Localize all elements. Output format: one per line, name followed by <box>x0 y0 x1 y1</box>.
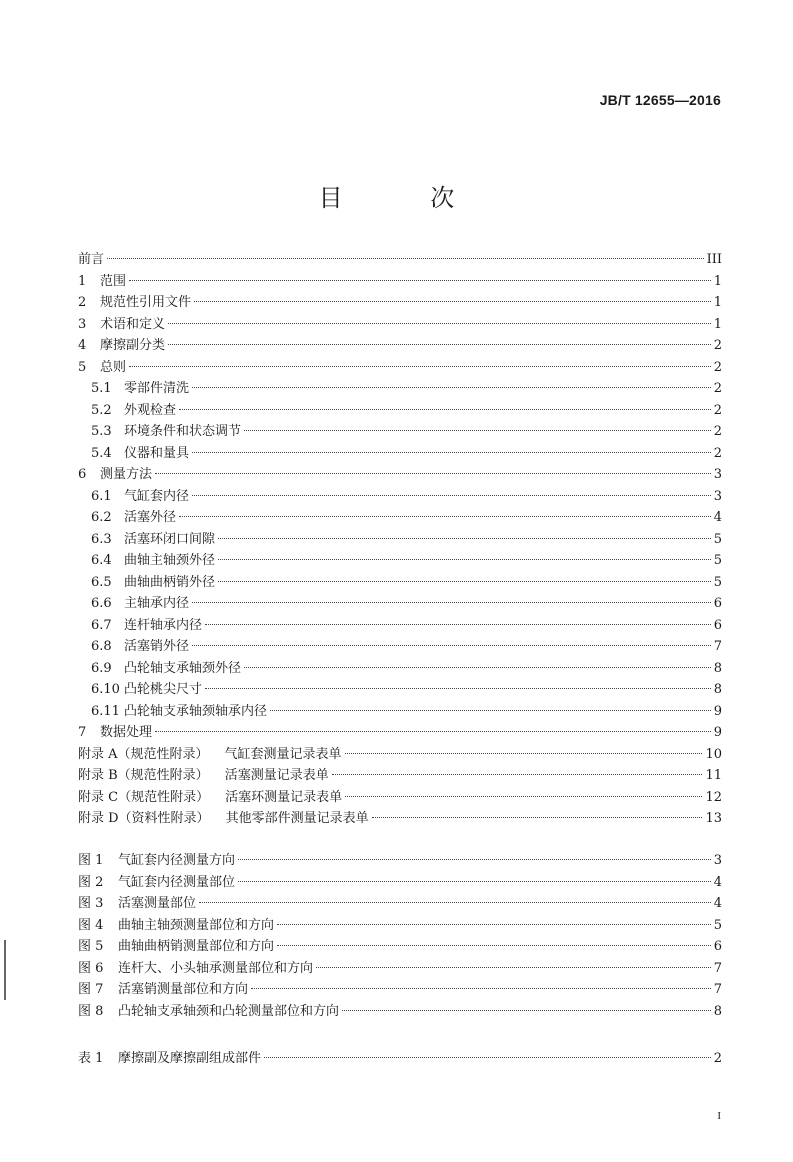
toc-entry-title: 曲轴曲柄销外径 <box>124 574 216 590</box>
dot-leader <box>238 859 711 860</box>
dot-leader <box>218 581 711 582</box>
dot-leader <box>277 924 711 925</box>
dot-leader <box>372 817 703 818</box>
toc-entry-number: 6.8 <box>91 639 112 654</box>
toc-entry-number: 图 8 <box>78 1003 104 1019</box>
toc-entry-title: 凸轮轴支承轴颈轴承内径 <box>124 703 268 719</box>
dot-leader <box>192 387 711 388</box>
toc-entry-page: 6 <box>713 596 722 611</box>
dot-leader <box>129 280 711 281</box>
dot-leader <box>205 624 711 625</box>
toc-entry-title: 仪器和量具 <box>124 445 190 461</box>
toc-entry-number: 图 3 <box>78 896 104 911</box>
toc-entry-page: 5 <box>713 531 722 547</box>
toc-entry[interactable] <box>78 421 722 443</box>
toc-entry[interactable] <box>78 958 722 980</box>
toc-entry-title: 曲轴主轴颈外径 <box>124 553 216 568</box>
toc-entry-number: 图 1 <box>78 853 104 868</box>
toc-entry-title: 活塞测量部位 <box>118 896 197 911</box>
toc-entry-number: 2 <box>78 295 87 310</box>
toc-entry-number: 5.4 <box>91 445 112 461</box>
toc-entry[interactable] <box>78 893 722 915</box>
toc-entry-page: 5 <box>713 553 722 568</box>
toc-entry-number: 图 2 <box>78 874 104 890</box>
toc-entry-title: 规范性引用文件 <box>100 295 192 310</box>
dot-leader <box>277 945 711 946</box>
toc-entry[interactable] <box>78 979 722 1001</box>
toc-entry-page: 4 <box>713 874 722 890</box>
toc-entry-number: 附录 D（资料性附录） <box>78 811 210 826</box>
dot-leader <box>192 452 711 453</box>
table-of-contents <box>78 249 722 830</box>
toc-entry-number: 附录 C（规范性附录） <box>78 789 210 805</box>
dot-leader <box>218 559 711 560</box>
dot-leader <box>316 967 711 968</box>
toc-entry[interactable] <box>78 271 722 293</box>
toc-entry-title: 活塞测量记录表单 <box>224 768 329 783</box>
toc-entry-page: 2 <box>713 381 722 396</box>
toc-entry-page: 1 <box>713 273 722 289</box>
toc-entry-page: 2 <box>713 424 722 439</box>
dot-leader <box>192 645 711 646</box>
toc-entry-number: 6.10 <box>91 682 120 697</box>
dot-leader <box>194 301 711 302</box>
toc-entry-page: 12 <box>705 789 722 805</box>
toc-entry[interactable] <box>78 658 722 680</box>
toc-entry-title: 活塞环闭口间隙 <box>124 531 216 547</box>
toc-entry[interactable] <box>78 744 722 766</box>
toc-entry-page: 3 <box>713 467 722 482</box>
toc-entry[interactable] <box>78 357 722 379</box>
toc-entry-number: 7 <box>78 725 87 740</box>
toc-entry-title: 曲轴主轴颈测量部位和方向 <box>118 917 275 933</box>
dot-leader <box>179 409 711 410</box>
dot-leader <box>205 688 711 689</box>
toc-entry-title: 前言 <box>78 252 105 267</box>
dot-leader <box>218 538 711 539</box>
dot-leader <box>345 753 703 754</box>
toc-entry[interactable] <box>78 292 722 314</box>
toc-entry-title: 气缸套内径 <box>124 488 190 504</box>
dot-leader <box>199 902 711 903</box>
toc-entry[interactable] <box>78 1001 722 1023</box>
toc-entry-page: 3 <box>713 853 722 868</box>
toc-entry-title: 气缸套测量记录表单 <box>224 746 342 762</box>
toc-entry-page: 7 <box>713 960 722 976</box>
toc-entry-title: 活塞环测量记录表单 <box>225 789 343 805</box>
dot-leader <box>155 473 711 474</box>
toc-entry-title: 活塞销测量部位和方向 <box>118 982 249 997</box>
toc-entry-title: 凸轮轴支承轴颈外径 <box>124 660 242 676</box>
toc-entry-title: 环境条件和状态调节 <box>124 424 242 439</box>
toc-entry-title: 活塞销外径 <box>124 639 190 654</box>
dot-leader <box>129 366 711 367</box>
toc-entry[interactable] <box>78 464 722 486</box>
toc-entry-page: 2 <box>713 338 722 353</box>
toc-entry-title: 气缸套内径测量部位 <box>118 874 236 890</box>
toc-entry-number: 图 4 <box>78 917 104 933</box>
toc-entry-title: 测量方法 <box>100 467 153 482</box>
toc-entry[interactable] <box>78 486 722 508</box>
dot-leader <box>345 796 702 797</box>
toc-entry-page: 1 <box>713 316 722 332</box>
toc-entry[interactable] <box>78 765 722 787</box>
dot-leader <box>107 258 704 259</box>
dot-leader <box>251 988 711 989</box>
toc-entry-number: 5.3 <box>91 424 112 439</box>
list-of-tables <box>78 1048 722 1070</box>
toc-entry-number: 6.7 <box>91 617 112 633</box>
toc-entry-number: 6.6 <box>91 596 112 611</box>
toc-entry-page: 7 <box>713 982 722 997</box>
dot-leader <box>244 667 711 668</box>
toc-entry-page: 6 <box>713 939 722 954</box>
toc-entry[interactable] <box>78 615 722 637</box>
toc-entry[interactable] <box>78 572 722 594</box>
dot-leader <box>238 881 711 882</box>
toc-entry-number: 5.2 <box>91 402 112 418</box>
toc-entry-page: 5 <box>713 574 722 590</box>
standard-code: JB/T 12655—2016 <box>599 92 721 108</box>
toc-entry[interactable] <box>78 593 722 615</box>
toc-entry[interactable] <box>78 636 722 658</box>
toc-entry-number: 5 <box>78 359 87 375</box>
dot-leader <box>192 602 711 603</box>
toc-entry-title: 摩擦副分类 <box>100 338 166 353</box>
toc-entry-page: 2 <box>713 445 722 461</box>
toc-entry-page: 13 <box>705 811 722 826</box>
toc-entry-page: 2 <box>713 359 722 375</box>
toc-entry-title: 零部件清洗 <box>124 381 190 396</box>
toc-entry[interactable] <box>78 529 722 551</box>
toc-entry-title: 数据处理 <box>100 725 153 740</box>
toc-entry[interactable] <box>78 936 722 958</box>
toc-entry-number: 表 1 <box>78 1051 104 1066</box>
toc-entry-page: 3 <box>713 488 722 504</box>
toc-entry-number: 图 7 <box>78 982 104 997</box>
toc-entry-title: 摩擦副及摩擦副组成部件 <box>118 1051 262 1066</box>
dot-leader <box>270 710 711 711</box>
toc-entry-page: 9 <box>713 703 722 719</box>
toc-entry[interactable] <box>78 679 722 701</box>
toc-entry-number: 6.1 <box>91 488 112 504</box>
toc-entry-number: 图 6 <box>78 960 104 976</box>
toc-entry-page: 8 <box>713 660 722 676</box>
dot-leader <box>179 516 711 517</box>
toc-entry-page: 10 <box>705 746 722 762</box>
toc-entry-number: 6 <box>78 467 87 482</box>
dot-leader <box>342 1010 711 1011</box>
dot-leader <box>168 323 711 324</box>
toc-entry-title: 范围 <box>100 273 127 289</box>
toc-entry-number: 附录 B（规范性附录） <box>78 768 209 783</box>
toc-entry[interactable] <box>78 872 722 894</box>
toc-entry-number: 3 <box>78 316 87 332</box>
toc-entry-title: 气缸套内径测量方向 <box>118 853 236 868</box>
toc-entry-number: 附录 A（规范性附录） <box>78 746 209 762</box>
toc-entry-title: 凸轮轴支承轴颈和凸轮测量部位和方向 <box>118 1003 340 1019</box>
toc-entry-page: 2 <box>713 1051 722 1066</box>
toc-entry-title: 凸轮桃尖尺寸 <box>124 682 203 697</box>
toc-entry[interactable] <box>78 701 722 723</box>
toc-entry-title: 总则 <box>100 359 127 375</box>
toc-entry-number: 6.5 <box>91 574 112 590</box>
toc-entry-number: 4 <box>78 338 87 353</box>
dot-leader <box>168 344 711 345</box>
list-of-figures <box>78 850 722 1022</box>
toc-entry-page: 2 <box>713 402 722 418</box>
toc-entry-title: 连杆轴承内径 <box>124 617 203 633</box>
toc-entry[interactable] <box>78 314 722 336</box>
toc-entry-page: 6 <box>713 617 722 633</box>
toc-entry[interactable] <box>78 443 722 465</box>
toc-entry-page: 9 <box>713 725 722 740</box>
dot-leader <box>192 495 711 496</box>
toc-entry-number: 5.1 <box>91 381 112 396</box>
toc-entry[interactable] <box>78 507 722 529</box>
toc-entry-title: 活塞外径 <box>124 510 177 525</box>
toc-entry-number: 6.9 <box>91 660 112 676</box>
dot-leader <box>332 774 703 775</box>
page-folio: I <box>717 1110 721 1122</box>
toc-entry[interactable] <box>78 378 722 400</box>
toc-entry-title: 外观检查 <box>124 402 177 418</box>
toc-entry-page: 1 <box>713 295 722 310</box>
toc-entry[interactable] <box>78 550 722 572</box>
toc-entry-page: 8 <box>713 682 722 697</box>
dot-leader <box>264 1057 711 1058</box>
toc-entry-page: 7 <box>713 639 722 654</box>
toc-entry-number: 6.11 <box>91 703 120 719</box>
dot-leader <box>155 731 711 732</box>
toc-entry-page: 11 <box>705 768 722 783</box>
toc-entry-number: 图 5 <box>78 939 104 954</box>
toc-entry[interactable] <box>78 787 722 809</box>
toc-entry-number: 6.2 <box>91 510 112 525</box>
toc-entry-page: 8 <box>713 1003 722 1019</box>
toc-entry[interactable] <box>78 1048 722 1070</box>
toc-entry[interactable] <box>78 335 722 357</box>
toc-entry[interactable] <box>78 808 722 830</box>
toc-entry-title: 曲轴曲柄销测量部位和方向 <box>118 939 275 954</box>
toc-entry-number: 1 <box>78 273 87 289</box>
toc-entry-number: 6.4 <box>91 553 112 568</box>
scan-margin-mark <box>4 940 6 1000</box>
toc-entry[interactable] <box>78 722 722 744</box>
toc-entry-page: 4 <box>713 510 722 525</box>
toc-entry-page: III <box>706 252 722 267</box>
toc-entry-title: 主轴承内径 <box>124 596 190 611</box>
toc-entry[interactable] <box>78 850 722 872</box>
dot-leader <box>244 430 711 431</box>
toc-entry[interactable] <box>78 249 722 271</box>
toc-entry-title: 术语和定义 <box>100 316 166 332</box>
toc-entry-title: 其他零部件测量记录表单 <box>225 811 369 826</box>
toc-entry[interactable] <box>78 915 722 937</box>
toc-entry-number: 6.3 <box>91 531 112 547</box>
toc-entry-page: 4 <box>713 896 722 911</box>
toc-entry[interactable] <box>78 400 722 422</box>
page-title: 目 次 <box>318 184 495 212</box>
toc-entry-title: 连杆大、小头轴承测量部位和方向 <box>118 960 314 976</box>
toc-entry-page: 5 <box>713 917 722 933</box>
